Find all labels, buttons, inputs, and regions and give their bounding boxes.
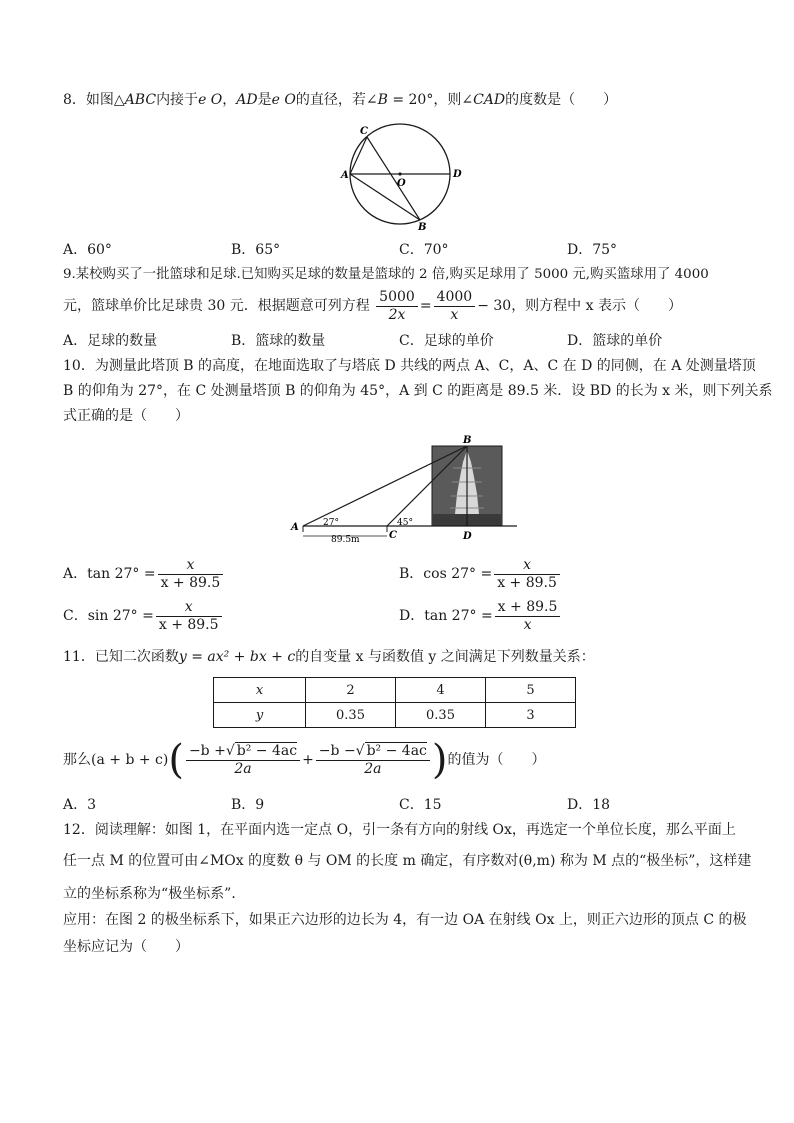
q9-frac2-num: 4000: [434, 289, 476, 307]
q8-text: CAD: [473, 92, 506, 108]
q9-minus: − 30: [477, 298, 512, 314]
chord-ac: [350, 137, 367, 174]
table-cell: 2: [306, 678, 396, 703]
q10-opt-den: x + 89.5: [158, 616, 219, 633]
q10-option-a[interactable]: [63, 555, 225, 593]
q11-function: y = ax² + bx + c: [178, 649, 296, 665]
label-a: A: [341, 170, 349, 181]
q9-option-a[interactable]: A．足球的数量: [63, 333, 158, 349]
q8-text: B: [377, 92, 388, 108]
q11-frac2-den: 2a: [364, 760, 382, 777]
table-cell: y: [214, 703, 306, 728]
q10-opt-num: x + 89.5: [495, 599, 561, 617]
q11-option-a[interactable]: A．3: [63, 797, 97, 813]
q10-opt-num: x: [494, 557, 560, 575]
q11-frac2-num-a: −b −: [318, 742, 356, 759]
q10-opt-den: x: [523, 616, 532, 633]
q11-frac1-den: 2a: [234, 760, 252, 777]
label-d: D: [453, 169, 462, 180]
table-cell: 5: [486, 678, 576, 703]
q9-equals: =: [419, 298, 432, 314]
question-12-line1: 12．阅读理解：如图 1，在平面内选一定点 O，引一条有方向的射线 Ox，再选定一个单位长度，那么平面上: [63, 822, 736, 838]
q8-circle-figure: [330, 112, 470, 232]
label-a: A: [291, 522, 299, 533]
q10-opt-fraction: [495, 599, 561, 634]
q11-expr-suffix: 的值为（ ）: [447, 752, 546, 768]
question-12-line5: 坐标应记为（ ）: [63, 939, 189, 955]
q10-opt-num: x: [158, 557, 224, 575]
q10-opt-fn: cos 27° =: [423, 566, 493, 582]
label-c: C: [389, 530, 397, 541]
q10-opt-prefix: B．: [399, 566, 424, 582]
label-distance: 89.5m: [331, 535, 360, 544]
question-9-line1: 9.某校购买了一批篮球和足球.已知购买足球的数量是篮球的 2 倍,购买足球用了 5000 元,购买篮球用了 4000: [63, 267, 709, 282]
table-cell: 4: [396, 678, 486, 703]
q8-text: 的度数是（ ）: [505, 92, 618, 108]
q9-frac1-num: 5000: [376, 289, 418, 307]
q10-opt-den: x + 89.5: [160, 574, 221, 591]
label-d: D: [463, 531, 472, 542]
question-8-stem: [63, 90, 617, 110]
q11-expr-prefix: 那么(a + b + c): [63, 752, 169, 768]
label-angle-45: 45°: [397, 518, 413, 528]
table-row: [214, 678, 576, 703]
question-12-line3: 立的坐标系称为“极坐标系”．: [63, 886, 246, 902]
q9-frac1-den: 2x: [388, 306, 406, 323]
q9-option-d[interactable]: D．篮球的单价: [567, 333, 663, 349]
question-9-line2: [63, 286, 682, 326]
table-cell: 0.35: [396, 703, 486, 728]
q8-text: e O: [198, 92, 223, 108]
q9-text: ，则方程中 x 表示（ ）: [511, 298, 682, 314]
q10-opt-prefix: A．: [63, 566, 88, 582]
q8-text: 8．如图△: [63, 92, 125, 108]
q10-option-b[interactable]: [399, 555, 562, 593]
q10-option-d[interactable]: [399, 597, 562, 635]
question-12-line2: 任一点 M 的位置可由∠MOx 的度数 θ 与 OM 的长度 m 确定，有序数对(θ,m) 称为 M 点的“极坐标”，这样建: [63, 853, 752, 869]
label-o: O: [397, 178, 406, 189]
chord-cb: [367, 137, 420, 220]
q11-option-b[interactable]: B．9: [231, 797, 265, 813]
q8-option-a[interactable]: A．60°: [63, 242, 112, 258]
center-point: [398, 172, 401, 175]
q8-text: = 20°，则∠: [387, 92, 474, 108]
q11-frac1-radicand: b² − 4ac: [236, 742, 298, 759]
question-10-line3: 式正确的是（ ）: [63, 408, 189, 424]
q11-text: 的自变量 x 与函数值 y 之间满足下列数量关系：: [295, 649, 595, 665]
q8-option-d[interactable]: D．75°: [567, 242, 618, 258]
q11-frac2-radicand: b² − 4ac: [366, 742, 427, 759]
q10-opt-fraction: [494, 557, 560, 592]
q11-fraction-2: $\frac{\text{−b −√ b² − 4ac}}{2a}$: [316, 743, 430, 778]
table-row: [214, 703, 576, 728]
q10-opt-fraction: [158, 557, 224, 592]
q9-fraction-1: [376, 289, 418, 324]
label-b: B: [418, 222, 427, 232]
question-11-expression: 那么(a + b + c)( $\frac{\text{−b +√ b² − 4ac}}{2a}$ + $\frac{\text{−b −√ b² − 4ac}}{2a}$ )的值为（ ）: [63, 737, 546, 783]
q8-text: e O: [271, 92, 296, 108]
q11-frac1-num-a: −b +: [188, 742, 226, 759]
q10-opt-prefix: D．: [399, 608, 425, 624]
q11-fraction-1: $\frac{\text{−b +√ b² − 4ac}}{2a}$: [186, 743, 300, 778]
q11-option-d[interactable]: D．18: [567, 797, 611, 813]
table-cell: 0.35: [306, 703, 396, 728]
q10-opt-num: x: [156, 599, 222, 617]
q8-text: ，: [222, 92, 237, 108]
q9-option-c[interactable]: C．足球的单价: [399, 333, 494, 349]
label-b: B: [463, 435, 472, 446]
q10-opt-den: x + 89.5: [497, 574, 557, 591]
q8-text: 是: [257, 92, 272, 108]
question-10-line1: 10．为测量此塔顶 B 的高度，在地面选取了与塔底 D 共线的两点 A、C，A、C 在 D 的同侧，在 A 处测量塔顶: [63, 358, 756, 374]
table-cell: 3: [486, 703, 576, 728]
q9-fraction-2: [434, 289, 476, 324]
q10-opt-fraction: [156, 599, 222, 634]
q11-value-table: [213, 677, 576, 728]
q10-tower-figure: [285, 432, 525, 544]
q8-option-c[interactable]: C．70°: [399, 242, 449, 258]
q8-text: 内接于: [156, 92, 199, 108]
q8-text: ABC: [124, 92, 157, 108]
q10-opt-fn: sin 27° =: [87, 608, 154, 624]
q9-text: 元，篮球单价比足球贵 30 元．根据题意可列方程: [63, 298, 370, 314]
q11-option-c[interactable]: C．15: [399, 797, 442, 813]
q10-opt-fn: tan 27° =: [424, 608, 493, 624]
question-10-line2: B 的仰角为 27°，在 C 处测量塔顶 B 的仰角为 45°，A 到 C 的距离是 89.5 米．设 BD 的长为 x 米，则下列关系: [63, 383, 773, 399]
question-11-line1: [63, 647, 595, 667]
label-c: C: [360, 126, 368, 137]
chord-ab: [350, 174, 420, 220]
q11-plus: +: [302, 752, 314, 768]
question-12-line4: 应用：在图 2 的极坐标系下，如果正六边形的边长为 4，有一边 OA 在射线 Ox 上，则正六边形的顶点 C 的极: [63, 912, 747, 928]
q11-text: 11．已知二次函数: [63, 649, 179, 665]
q10-option-c[interactable]: [63, 597, 224, 635]
q8-option-b[interactable]: B．65°: [231, 242, 281, 258]
q9-option-b[interactable]: B．篮球的数量: [231, 333, 326, 349]
q8-text: 的直径，若∠: [295, 92, 378, 108]
q10-opt-prefix: C．: [63, 608, 88, 624]
q10-opt-fn: tan 27° =: [87, 566, 156, 582]
q9-frac2-den: x: [450, 306, 459, 323]
table-cell: x: [214, 678, 306, 703]
q8-text: AD: [236, 92, 258, 108]
label-angle-27: 27°: [323, 518, 339, 528]
